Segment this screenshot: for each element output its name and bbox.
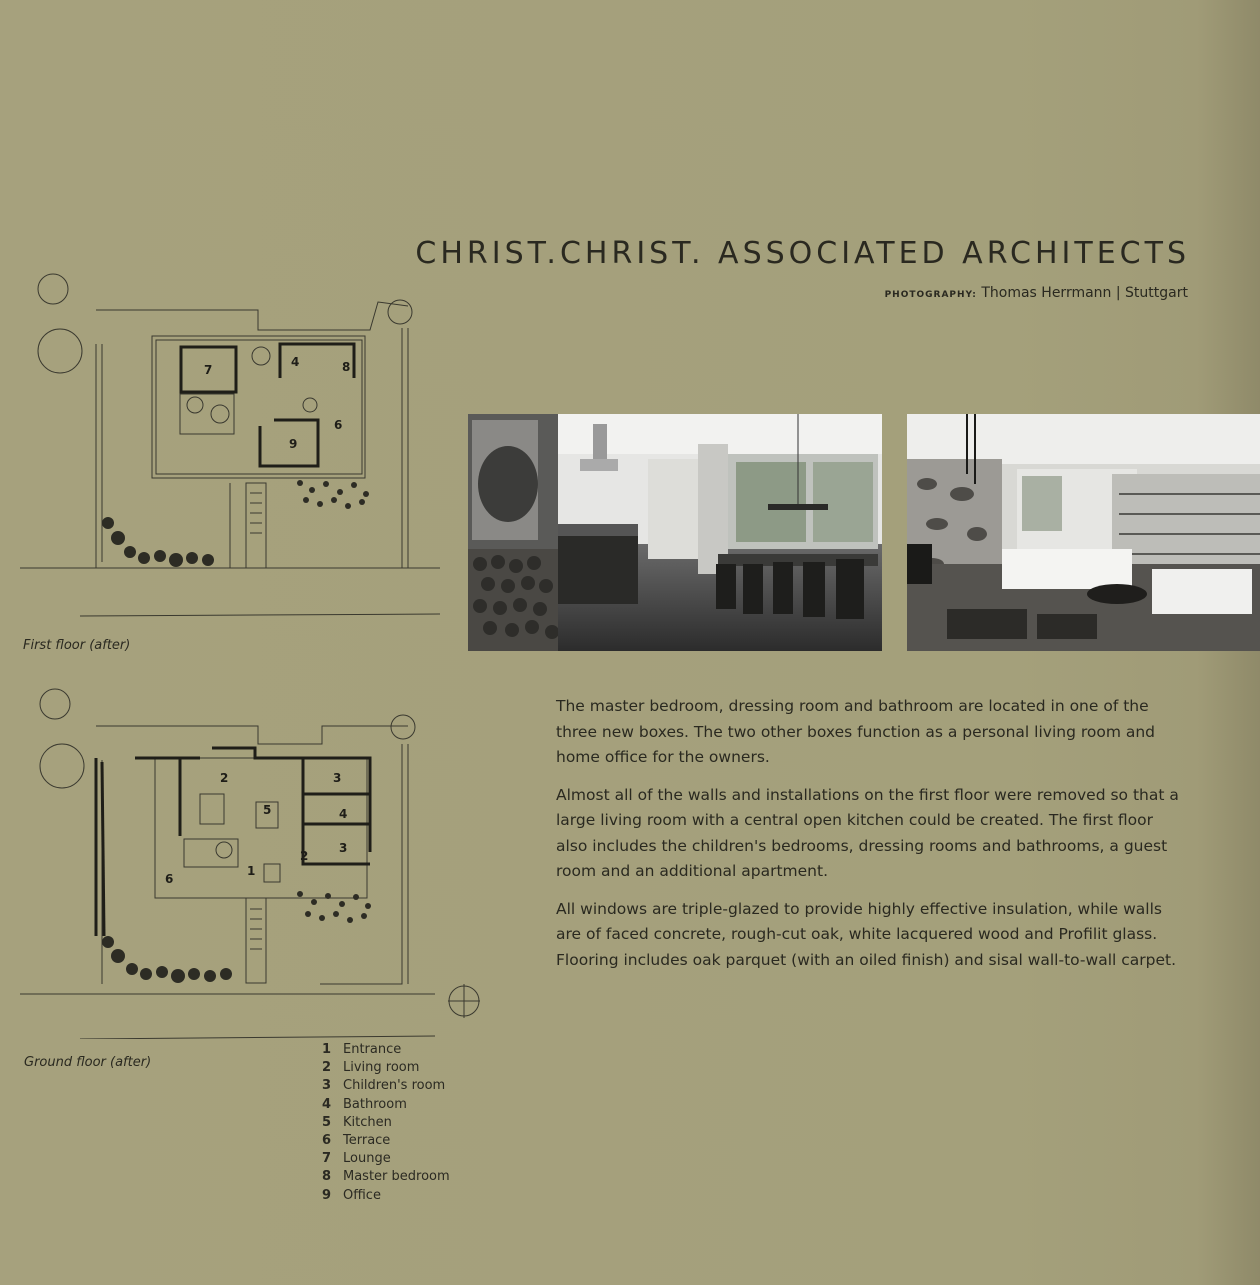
page-title: CHRIST.CHRIST. ASSOCIATED ARCHITECTS [415, 236, 1190, 271]
paragraph: The master bedroom, dressing room and bathroom are located in one of the three new boxes. The two other boxes function as a personal living room and home office for the owners. [556, 697, 1156, 766]
legend-item: 1 Entrance [322, 1042, 402, 1057]
plan-room-number: 2 [300, 849, 309, 863]
photo-credit [885, 285, 1188, 301]
ground-floor-plan [20, 684, 490, 1039]
tree-icon [38, 329, 82, 373]
legend-item: 4 Bathroom [322, 1096, 407, 1112]
legend-item: 2 Living room [322, 1060, 420, 1076]
paragraph: All windows are triple-glazed to provide highly effective insulation, while walls are of faced concrete, rough-cut oak, white lacquered wood and Profilit glass. Flooring includes oak parquet (with an oiled finish) and sisal wall-to-wall carpet. [556, 899, 1176, 969]
credit-separator: | [1115, 285, 1121, 301]
plan-room-number: 3 [333, 771, 342, 785]
legend-item: 3 Children's room [322, 1078, 446, 1094]
photo-city: Stuttgart [1125, 285, 1188, 301]
plan-room-number: 6 [334, 418, 343, 432]
photography-label: PHOTOGRAPHY: [884, 290, 977, 300]
plan-room-number: 4 [291, 355, 300, 369]
photographer-name: Thomas Herrmann [981, 285, 1112, 301]
plan-room-number: 2 [220, 771, 229, 785]
tree-icon [391, 715, 415, 739]
legend-item: 6 Terrace [322, 1133, 391, 1149]
ground-floor-caption: Ground floor (after) [24, 1055, 152, 1070]
plan-room-number: 5 [263, 803, 272, 817]
living-room-photo [907, 414, 1260, 651]
kitchen-dining-photo [468, 414, 882, 651]
first-floor-plan [20, 268, 450, 628]
tree-icon [40, 689, 70, 719]
plan-room-number: 4 [339, 807, 348, 821]
legend-item: 7 Lounge [322, 1151, 391, 1167]
plan-room-number: 3 [339, 841, 348, 855]
first-floor-caption: First floor (after) [23, 638, 131, 653]
legend-item: 5 Kitchen [322, 1114, 392, 1130]
plan-room-number: 8 [342, 360, 351, 374]
tree-icon [40, 744, 84, 788]
plan-room-number: 1 [247, 864, 256, 878]
legend-item: 9 Office [322, 1187, 381, 1203]
tree-icon [38, 274, 68, 304]
plan-room-number: 6 [165, 872, 174, 886]
plan-room-number: 9 [289, 437, 298, 451]
legend-item: 8 Master bedroom [322, 1169, 450, 1185]
body-text [556, 694, 1186, 985]
paragraph: Almost all of the walls and installations on the first floor were removed so that a large living room with a central open kitchen could be created. The first floor also includes the children's bedrooms, dressing rooms and bathrooms, a guest room and an additional apartment. [556, 785, 1179, 880]
room-legend [322, 1041, 450, 1205]
plan-room-number: 7 [204, 363, 213, 377]
